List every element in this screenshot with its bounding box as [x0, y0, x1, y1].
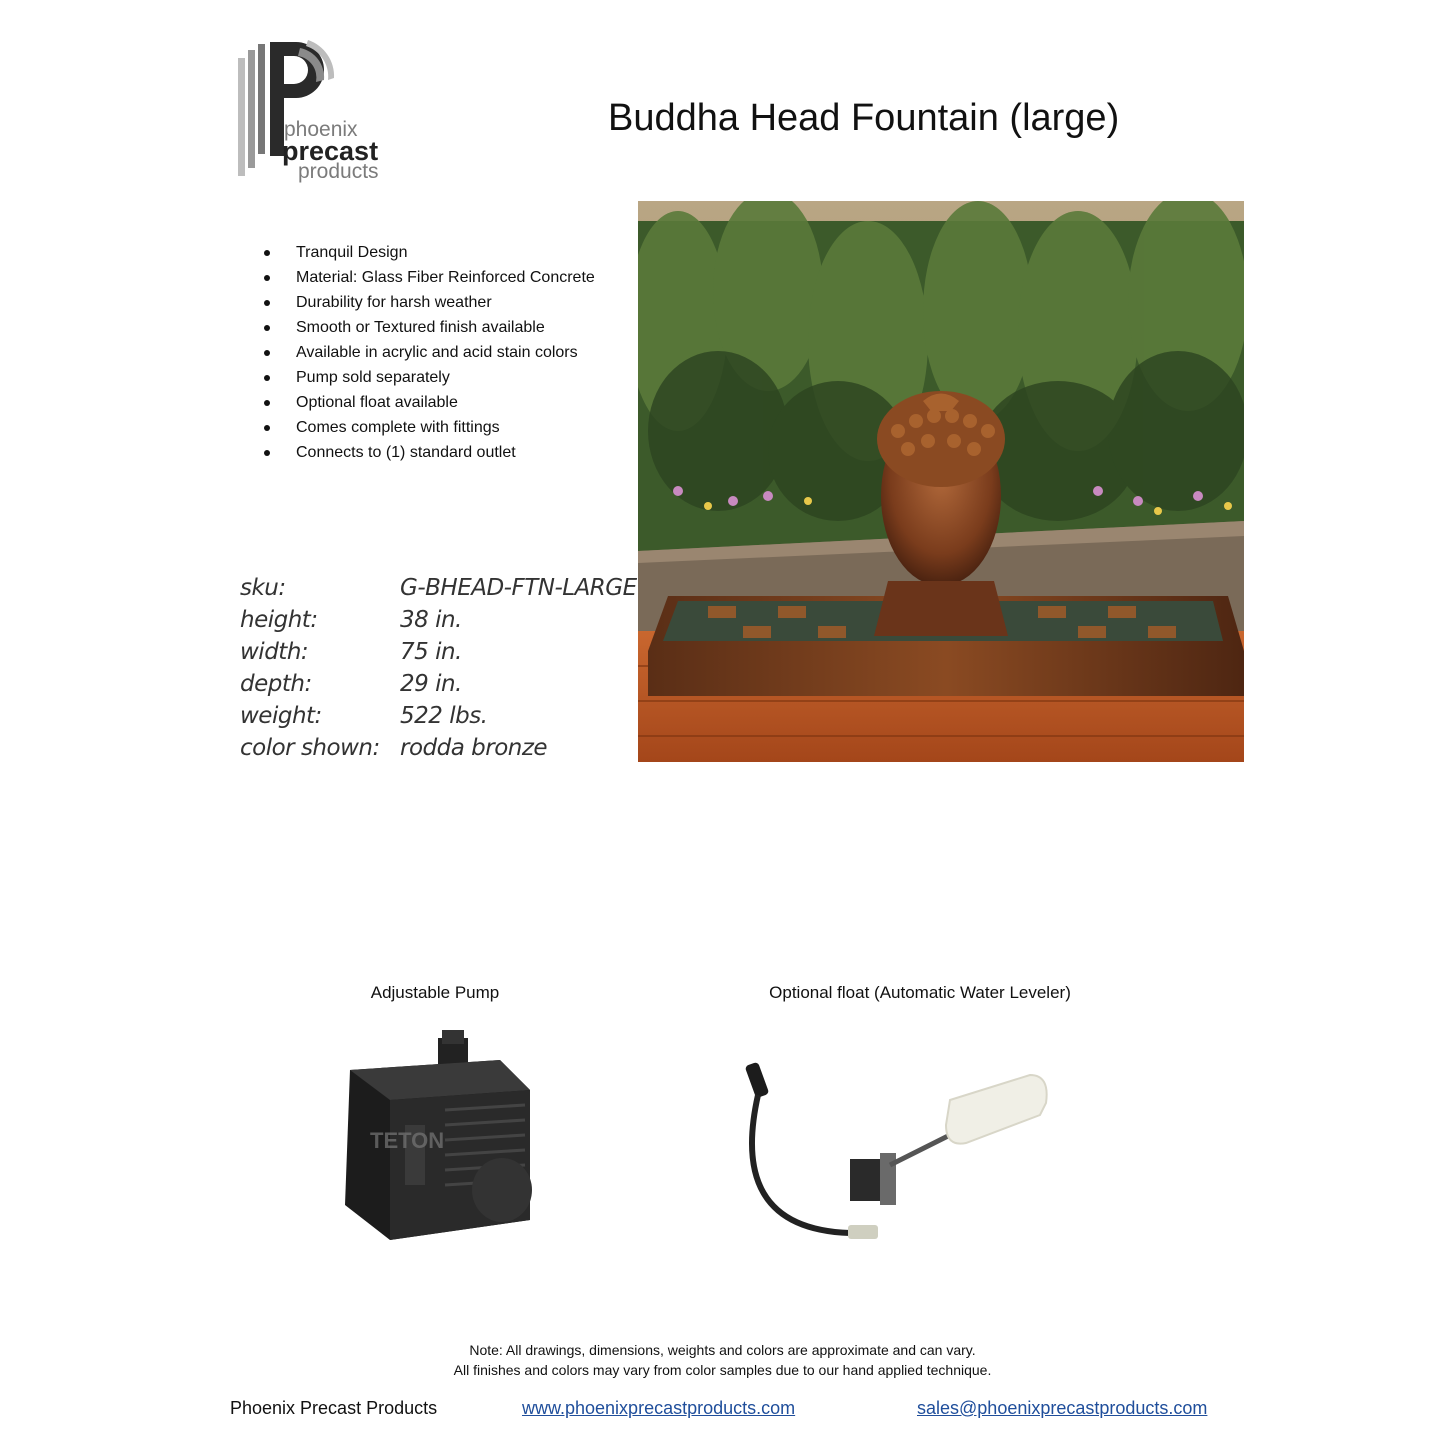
logo-text-products: products: [298, 160, 379, 183]
product-photo: [638, 201, 1244, 762]
float-illustration: [740, 1055, 1060, 1245]
feature-list: [262, 240, 595, 465]
pump-image: [330, 1030, 540, 1250]
feature-item: Tranquil Design: [262, 240, 595, 265]
feature-item: Available in acrylic and acid stain colors: [262, 340, 595, 365]
spec-value: 38 in.: [400, 607, 462, 633]
spec-label: width:: [240, 639, 309, 665]
float-image: [740, 1055, 1060, 1245]
spec-value: G-BHEAD-FTN-LARGE: [400, 575, 637, 601]
float-caption: Optional float (Automatic Water Leveler): [769, 983, 1071, 1002]
feature-item: Comes complete with fittings: [262, 415, 595, 440]
buddha-fountain-illustration: [638, 201, 1244, 762]
pump-illustration: [330, 1030, 540, 1250]
spec-value: 75 in.: [400, 639, 462, 665]
spec-value: 522 lbs.: [400, 703, 488, 729]
footer-email-link[interactable]: sales@phoenixprecastproducts.com: [917, 1398, 1208, 1418]
spec-label: height:: [240, 607, 318, 633]
disclaimer-note: [0, 1340, 1445, 1380]
spec-value: 29 in.: [400, 671, 462, 697]
feature-item: Durability for harsh weather: [262, 290, 595, 315]
footer-company-name: Phoenix Precast Products: [230, 1398, 438, 1418]
feature-item: Pump sold separately: [262, 365, 595, 390]
feature-item: Connects to (1) standard outlet: [262, 440, 595, 465]
note-line: Note: All drawings, dimensions, weights and colors are approximate and can vary.: [469, 1342, 976, 1358]
page-title: Buddha Head Fountain (large): [608, 97, 1120, 139]
pump-caption: Adjustable Pump: [370, 983, 500, 1002]
feature-item: Material: Glass Fiber Reinforced Concrete: [262, 265, 595, 290]
note-line: All finishes and colors may vary from color samples due to our hand applied technique.: [453, 1362, 992, 1378]
spec-label: depth:: [240, 671, 312, 697]
logo-text-phoenix: phoenix: [284, 118, 358, 141]
logo-text-precast: precast: [282, 136, 379, 166]
company-logo: [236, 38, 396, 188]
spec-label: color shown:: [240, 735, 380, 761]
spec-value: rodda bronze: [400, 735, 548, 761]
spec-label: weight:: [240, 703, 322, 729]
pump-brand-watermark: TETON: [370, 1128, 445, 1153]
spec-label: sku:: [240, 575, 286, 601]
feature-item: Optional float available: [262, 390, 595, 415]
footer-website-link[interactable]: www.phoenixprecastproducts.com: [522, 1398, 796, 1418]
feature-item: Smooth or Textured finish available: [262, 315, 595, 340]
